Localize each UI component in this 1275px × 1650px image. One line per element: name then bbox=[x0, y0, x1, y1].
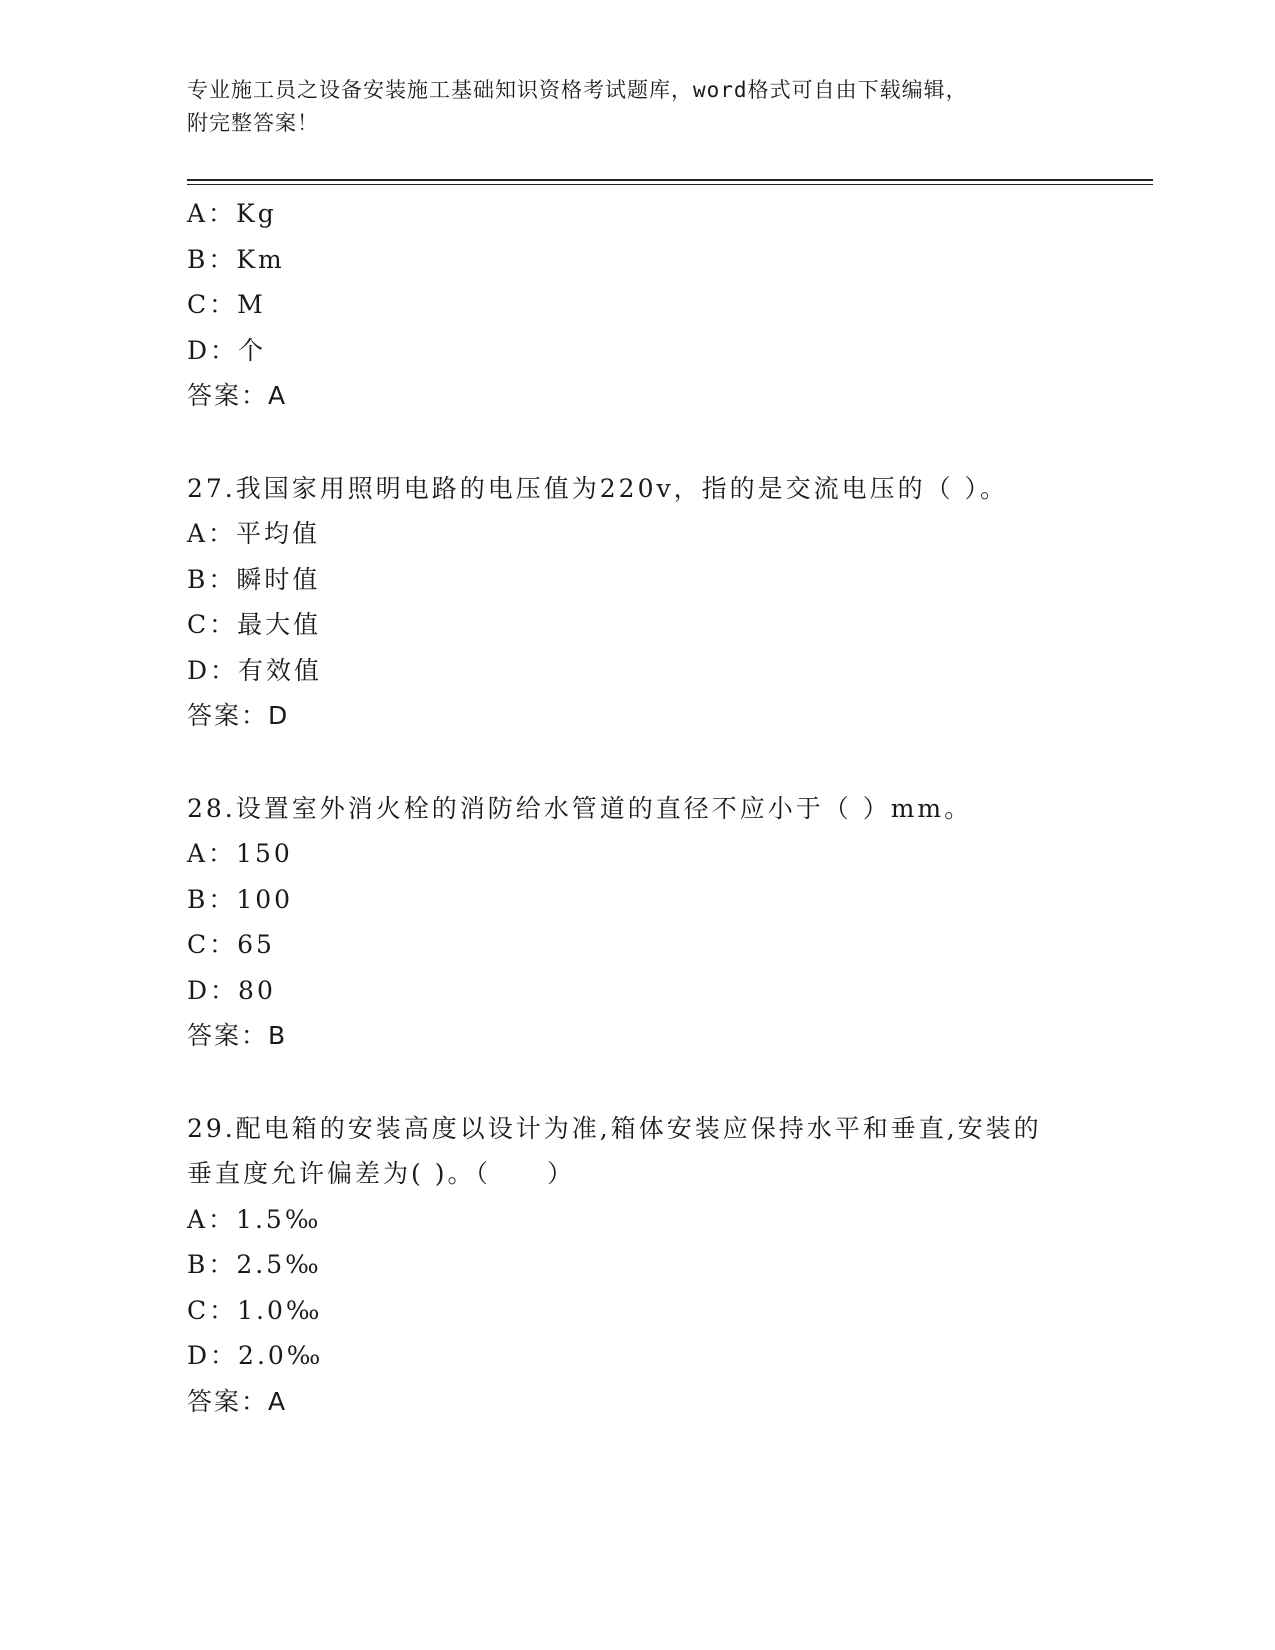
option-b: B：2.5‰ bbox=[187, 1250, 322, 1279]
question-text: 27.我国家用照明电路的电压值为220v，指的是交流电压的（ ）。 bbox=[187, 473, 1009, 503]
option-b: B：100 bbox=[187, 884, 294, 914]
option-b: B：瞬时值 bbox=[187, 564, 321, 594]
option-d: D：有效值 bbox=[187, 655, 323, 685]
option-c: C：M bbox=[187, 290, 266, 319]
question-list bbox=[187, 191, 1147, 1424]
option-c: C：65 bbox=[187, 930, 275, 959]
option-a: A：150 bbox=[187, 839, 293, 868]
header-divider-thin bbox=[187, 184, 1153, 185]
question-text-line-1: 29.配电箱的安装高度以设计为准,箱体安装应保持水平和垂直,安装的 bbox=[187, 1113, 1042, 1143]
question-block-29 bbox=[187, 1106, 1147, 1425]
option-a: A：平均值 bbox=[187, 519, 321, 548]
question-block-27 bbox=[187, 466, 1147, 739]
option-a: A：1.5‰ bbox=[187, 1204, 322, 1234]
option-d: D：个 bbox=[187, 335, 267, 365]
question-text: 28.设置室外消火栓的消防给水管道的直径不应小于（ ）mm。 bbox=[187, 793, 973, 823]
header-divider-thick bbox=[187, 179, 1153, 181]
option-a: A：Kg bbox=[187, 199, 277, 228]
question-block-prev bbox=[187, 191, 1147, 419]
answer-line: 答案：B bbox=[187, 1021, 288, 1050]
answer-line: 答案：A bbox=[187, 381, 288, 410]
question-block-28 bbox=[187, 786, 1147, 1059]
header-line-1: 专业施工员之设备安装施工基础知识资格考试题库，word格式可自由下载编辑， bbox=[187, 78, 968, 102]
option-d: D：80 bbox=[187, 975, 276, 1005]
option-b: B：Km bbox=[187, 244, 285, 274]
option-d: D：2.0‰ bbox=[187, 1341, 324, 1370]
header-line-2: 附完整答案！ bbox=[187, 111, 319, 135]
option-c: C：1.0‰ bbox=[187, 1295, 323, 1325]
question-text-line-2: 垂直度允许偏差为( )。（ ） bbox=[187, 1159, 575, 1188]
answer-line: 答案：D bbox=[187, 701, 290, 730]
document-header bbox=[187, 74, 1087, 140]
option-c: C：最大值 bbox=[187, 610, 322, 639]
answer-line: 答案：A bbox=[187, 1386, 288, 1416]
